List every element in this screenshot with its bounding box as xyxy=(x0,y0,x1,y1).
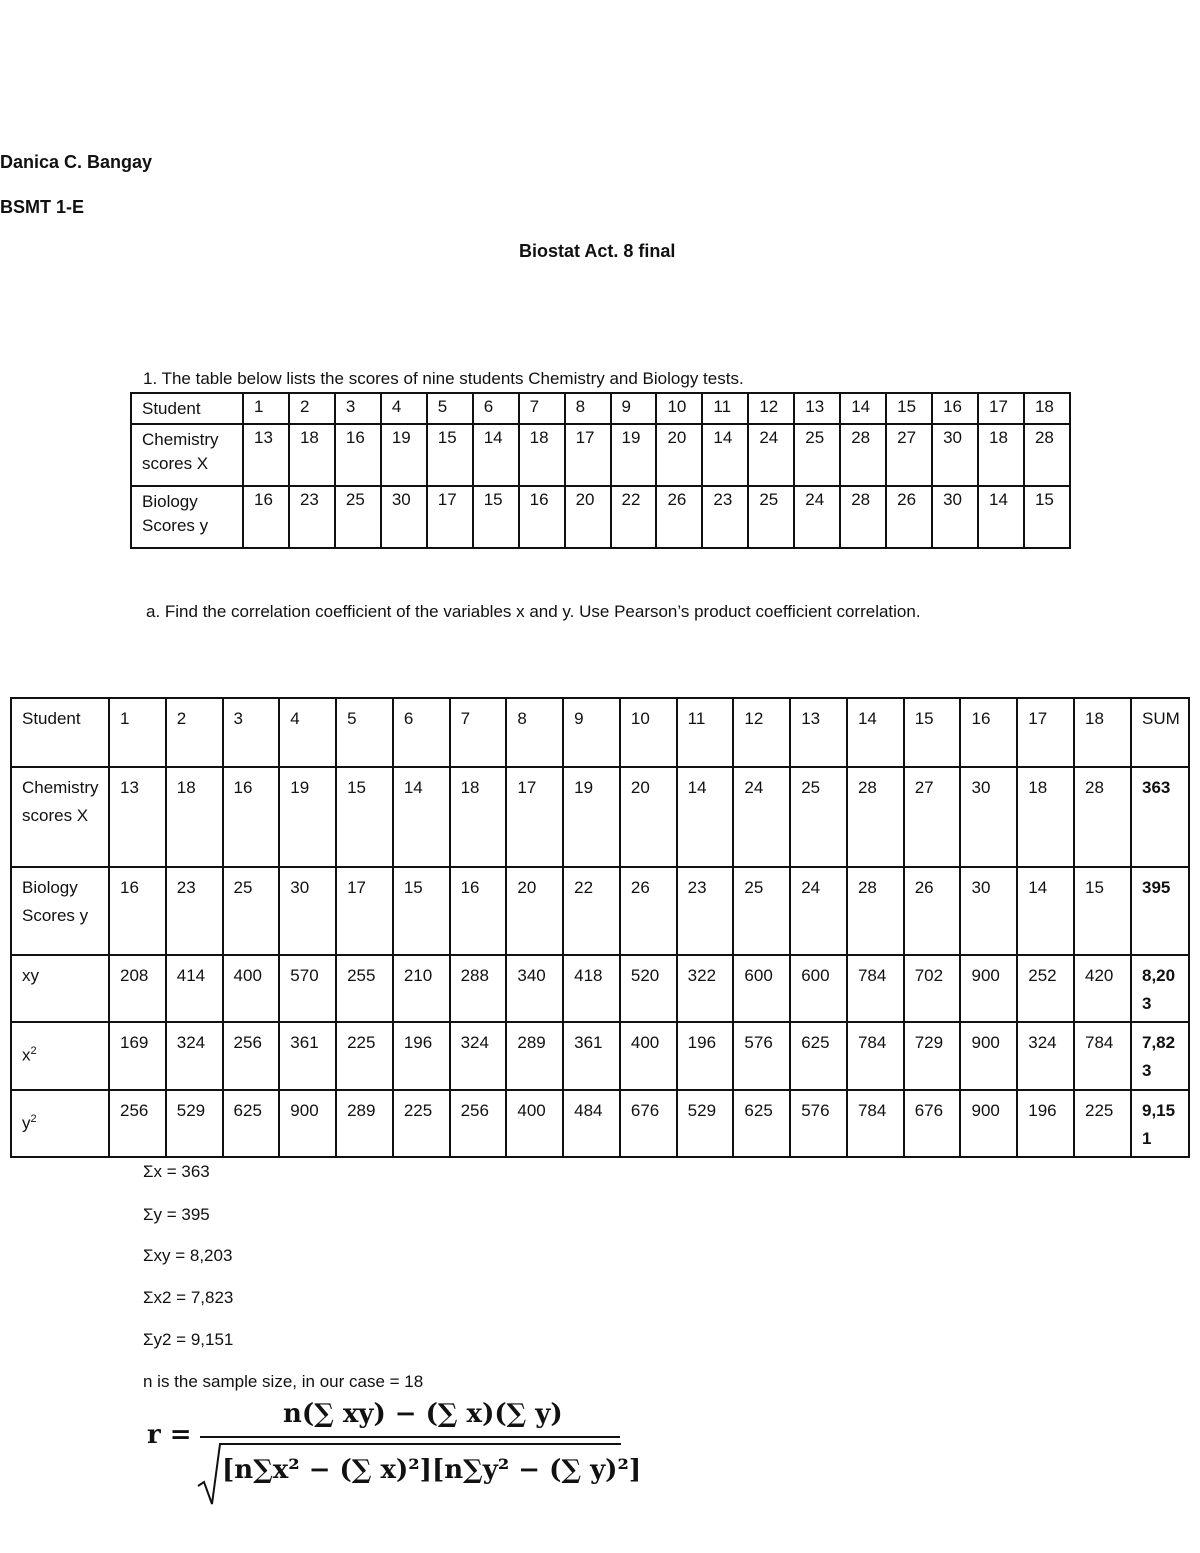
student-cell: 3 xyxy=(223,698,280,767)
xy-cell: 288 xyxy=(450,955,507,1022)
chemistry-cell: 18 xyxy=(289,424,335,486)
biology-cell: 30 xyxy=(381,486,427,548)
y-squared-cell: 529 xyxy=(677,1090,734,1157)
table-row xyxy=(11,1022,1189,1090)
chemistry-cell: 19 xyxy=(279,767,336,867)
table-row xyxy=(131,424,1070,486)
chemistry-cell: 19 xyxy=(563,767,620,867)
xy-cell: 600 xyxy=(790,955,847,1022)
table-row xyxy=(11,955,1189,1022)
chemistry-cell: 14 xyxy=(702,424,748,486)
sum-y2: Σy2 = 9,151 xyxy=(143,1330,234,1349)
chemistry-cell: 17 xyxy=(565,424,611,486)
row-label: Biology Scores y xyxy=(11,867,109,955)
student-cell: 8 xyxy=(565,393,611,424)
chemistry-cell: 19 xyxy=(611,424,657,486)
biology-cell: 20 xyxy=(506,867,563,955)
chemistry-cell: 25 xyxy=(794,424,840,486)
sum-cell: 9,151 xyxy=(1131,1090,1189,1157)
x-squared-cell: 256 xyxy=(223,1022,280,1090)
sum-cell: 8,203 xyxy=(1131,955,1189,1022)
x-squared-cell: 196 xyxy=(393,1022,450,1090)
biology-cell: 14 xyxy=(1017,867,1074,955)
x-squared-cell: 361 xyxy=(563,1022,620,1090)
biology-cell: 28 xyxy=(847,867,904,955)
part-a-prompt: a. Find the correlation coefficient of the variables x and y. Use Pearson’s product coefficient correlation. xyxy=(146,602,921,621)
biology-cell: 16 xyxy=(450,867,507,955)
scores-table xyxy=(130,392,1071,549)
biology-cell: 16 xyxy=(519,486,565,548)
student-cell: 15 xyxy=(904,698,961,767)
student-cell: 13 xyxy=(790,698,847,767)
chemistry-cell: 20 xyxy=(656,424,702,486)
table-row xyxy=(11,767,1189,867)
xy-cell: 418 xyxy=(563,955,620,1022)
chemistry-cell: 18 xyxy=(166,767,223,867)
biology-cell: 23 xyxy=(702,486,748,548)
chemistry-cell: 25 xyxy=(790,767,847,867)
student-cell: 13 xyxy=(794,393,840,424)
student-cell: 14 xyxy=(840,393,886,424)
sum-cell: 7,823 xyxy=(1131,1022,1189,1090)
biology-cell: 15 xyxy=(393,867,450,955)
x-squared-cell: 729 xyxy=(904,1022,961,1090)
student-cell: 9 xyxy=(611,393,657,424)
xy-cell: 600 xyxy=(733,955,790,1022)
row-label: Chemistry scores X xyxy=(131,424,243,486)
chemistry-cell: 28 xyxy=(840,424,886,486)
formula-denominator: [n∑x² − (∑ x)²][n∑y² − (∑ y)²] xyxy=(222,1455,642,1485)
biology-cell: 25 xyxy=(335,486,381,548)
biology-cell: 15 xyxy=(1024,486,1070,548)
table-row xyxy=(131,486,1070,548)
student-cell: 10 xyxy=(656,393,702,424)
xy-cell: 414 xyxy=(166,955,223,1022)
chemistry-cell: 18 xyxy=(1017,767,1074,867)
sum-x: Σx = 363 xyxy=(143,1162,210,1181)
y-squared-cell: 225 xyxy=(1074,1090,1131,1157)
row-label: Student xyxy=(131,393,243,424)
xy-cell: 208 xyxy=(109,955,166,1022)
biology-cell: 30 xyxy=(279,867,336,955)
x-squared-cell: 324 xyxy=(166,1022,223,1090)
row-label: $y^2$ xyxy=(11,1090,109,1157)
computation-table xyxy=(10,697,1190,1158)
chemistry-cell: 18 xyxy=(519,424,565,486)
xy-cell: 570 xyxy=(279,955,336,1022)
chemistry-cell: 24 xyxy=(748,424,794,486)
row-label: Student xyxy=(11,698,109,767)
chemistry-cell: 16 xyxy=(223,767,280,867)
biology-cell: 24 xyxy=(790,867,847,955)
x-squared-cell: 784 xyxy=(1074,1022,1131,1090)
student-cell: 5 xyxy=(427,393,473,424)
xy-cell: 520 xyxy=(620,955,677,1022)
sum-cell: 363 xyxy=(1131,767,1189,867)
y-squared-cell: 625 xyxy=(223,1090,280,1157)
student-cell: 5 xyxy=(336,698,393,767)
chemistry-cell: 19 xyxy=(381,424,427,486)
student-cell: 12 xyxy=(748,393,794,424)
formula-numerator: n(∑ xy) − (∑ x)(∑ y) xyxy=(283,1399,563,1429)
chemistry-cell: 28 xyxy=(1074,767,1131,867)
question-prompt: 1. The table below lists the scores of nine students Chemistry and Biology tests. xyxy=(143,369,744,388)
section-label: BSMT 1-E xyxy=(0,197,85,217)
x-squared-cell: 324 xyxy=(1017,1022,1074,1090)
xy-cell: 322 xyxy=(677,955,734,1022)
biology-cell: 25 xyxy=(223,867,280,955)
student-cell: 1 xyxy=(109,698,166,767)
y-squared-cell: 225 xyxy=(393,1090,450,1157)
y-squared-cell: 625 xyxy=(733,1090,790,1157)
sum-cell: 395 xyxy=(1131,867,1189,955)
biology-cell: 22 xyxy=(611,486,657,548)
student-cell: 6 xyxy=(473,393,519,424)
student-cell: 12 xyxy=(733,698,790,767)
chemistry-cell: 14 xyxy=(393,767,450,867)
biology-cell: 17 xyxy=(336,867,393,955)
xy-cell: 340 xyxy=(506,955,563,1022)
chemistry-cell: 16 xyxy=(335,424,381,486)
student-cell: 18 xyxy=(1074,698,1131,767)
chemistry-cell: 13 xyxy=(109,767,166,867)
x-squared-cell: 900 xyxy=(960,1022,1017,1090)
xy-cell: 252 xyxy=(1017,955,1074,1022)
student-cell: 7 xyxy=(450,698,507,767)
document-title: Biostat Act. 8 final xyxy=(519,241,676,261)
biology-cell: 28 xyxy=(840,486,886,548)
chemistry-cell: 15 xyxy=(427,424,473,486)
student-name: Danica C. Bangay xyxy=(0,152,153,172)
biology-cell: 17 xyxy=(427,486,473,548)
table-row xyxy=(131,393,1070,424)
chemistry-cell: 18 xyxy=(978,424,1024,486)
chemistry-cell: 28 xyxy=(847,767,904,867)
chemistry-cell: 30 xyxy=(960,767,1017,867)
chemistry-cell: 15 xyxy=(336,767,393,867)
student-cell: 2 xyxy=(166,698,223,767)
biology-cell: 16 xyxy=(243,486,289,548)
chemistry-cell: 14 xyxy=(473,424,519,486)
student-cell: 11 xyxy=(677,698,734,767)
xy-cell: 400 xyxy=(223,955,280,1022)
biology-cell: 15 xyxy=(473,486,519,548)
biology-cell: 26 xyxy=(656,486,702,548)
biology-cell: 23 xyxy=(677,867,734,955)
x-squared-cell: 361 xyxy=(279,1022,336,1090)
student-cell: 17 xyxy=(1017,698,1074,767)
chemistry-cell: 27 xyxy=(904,767,961,867)
xy-cell: 255 xyxy=(336,955,393,1022)
xy-cell: 784 xyxy=(847,955,904,1022)
table-row xyxy=(11,867,1189,955)
x-squared-cell: 324 xyxy=(450,1022,507,1090)
chemistry-cell: 24 xyxy=(733,767,790,867)
chemistry-cell: 17 xyxy=(506,767,563,867)
x-squared-cell: 784 xyxy=(847,1022,904,1090)
x-squared-cell: 625 xyxy=(790,1022,847,1090)
y-squared-cell: 900 xyxy=(960,1090,1017,1157)
student-cell: 9 xyxy=(563,698,620,767)
y-squared-cell: 676 xyxy=(904,1090,961,1157)
chemistry-cell: 18 xyxy=(450,767,507,867)
row-label: xy xyxy=(11,955,109,1022)
biology-cell: 26 xyxy=(620,867,677,955)
biology-cell: 20 xyxy=(565,486,611,548)
sum-xy: Σxy = 8,203 xyxy=(143,1246,233,1265)
y-squared-cell: 484 xyxy=(563,1090,620,1157)
biology-cell: 30 xyxy=(932,486,978,548)
student-cell: 4 xyxy=(381,393,427,424)
xy-cell: 210 xyxy=(393,955,450,1022)
chemistry-cell: 13 xyxy=(243,424,289,486)
biology-cell: 24 xyxy=(794,486,840,548)
student-cell: 6 xyxy=(393,698,450,767)
xy-cell: 900 xyxy=(960,955,1017,1022)
y-squared-cell: 784 xyxy=(847,1090,904,1157)
x-squared-cell: 225 xyxy=(336,1022,393,1090)
biology-cell: 26 xyxy=(904,867,961,955)
y-squared-cell: 529 xyxy=(166,1090,223,1157)
student-cell: 8 xyxy=(506,698,563,767)
x-squared-cell: 289 xyxy=(506,1022,563,1090)
row-label: Biology Scores y xyxy=(131,486,243,548)
formula-lhs: r = xyxy=(147,1420,192,1450)
student-cell: 7 xyxy=(519,393,565,424)
student-cell: 17 xyxy=(978,393,1024,424)
sum-cell: SUM xyxy=(1131,698,1189,767)
xy-cell: 420 xyxy=(1074,955,1131,1022)
student-cell: 4 xyxy=(279,698,336,767)
biology-cell: 25 xyxy=(748,486,794,548)
student-cell: 3 xyxy=(335,393,381,424)
biology-cell: 23 xyxy=(166,867,223,955)
sample-size-note: n is the sample size, in our case = 18 xyxy=(143,1372,424,1391)
biology-cell: 30 xyxy=(960,867,1017,955)
student-cell: 18 xyxy=(1024,393,1070,424)
biology-cell: 14 xyxy=(978,486,1024,548)
chemistry-cell: 28 xyxy=(1024,424,1070,486)
row-label: $x^2$ xyxy=(11,1022,109,1090)
y-squared-cell: 256 xyxy=(450,1090,507,1157)
y-squared-cell: 400 xyxy=(506,1090,563,1157)
x-squared-cell: 576 xyxy=(733,1022,790,1090)
x-squared-cell: 196 xyxy=(677,1022,734,1090)
table-row xyxy=(11,698,1189,767)
student-cell: 1 xyxy=(243,393,289,424)
y-squared-cell: 289 xyxy=(336,1090,393,1157)
sum-y: Σy = 395 xyxy=(143,1205,210,1224)
y-squared-cell: 256 xyxy=(109,1090,166,1157)
y-squared-cell: 900 xyxy=(279,1090,336,1157)
x-squared-cell: 400 xyxy=(620,1022,677,1090)
y-squared-cell: 676 xyxy=(620,1090,677,1157)
student-cell: 10 xyxy=(620,698,677,767)
chemistry-cell: 14 xyxy=(677,767,734,867)
row-label: Chemistry scores X xyxy=(11,767,109,867)
student-cell: 16 xyxy=(960,698,1017,767)
student-cell: 11 xyxy=(702,393,748,424)
student-cell: 2 xyxy=(289,393,335,424)
table-row xyxy=(11,1090,1189,1157)
chemistry-cell: 30 xyxy=(932,424,978,486)
student-cell: 16 xyxy=(932,393,978,424)
x-squared-cell: 169 xyxy=(109,1022,166,1090)
y-squared-cell: 576 xyxy=(790,1090,847,1157)
biology-cell: 15 xyxy=(1074,867,1131,955)
biology-cell: 23 xyxy=(289,486,335,548)
student-cell: 14 xyxy=(847,698,904,767)
biology-cell: 22 xyxy=(563,867,620,955)
biology-cell: 16 xyxy=(109,867,166,955)
y-squared-cell: 196 xyxy=(1017,1090,1074,1157)
chemistry-cell: 20 xyxy=(620,767,677,867)
chemistry-cell: 27 xyxy=(886,424,932,486)
student-cell: 15 xyxy=(886,393,932,424)
biology-cell: 25 xyxy=(733,867,790,955)
biology-cell: 26 xyxy=(886,486,932,548)
sum-x2: Σx2 = 7,823 xyxy=(143,1288,234,1307)
xy-cell: 702 xyxy=(904,955,961,1022)
